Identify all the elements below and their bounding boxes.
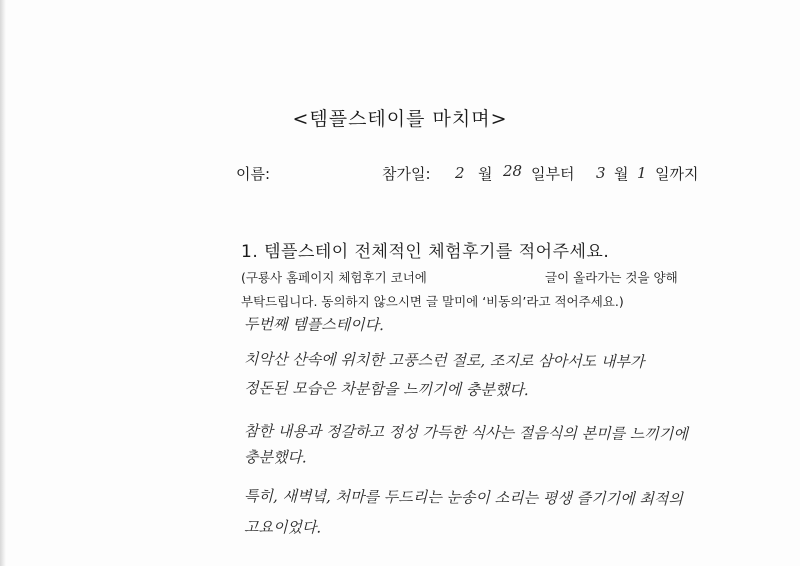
end-day-value: 1 — [637, 164, 647, 182]
question-note-line2: 부탁드립니다. 동의하지 않으시면 글 말미에 ‘비동의’라고 적어주세요.) — [241, 294, 624, 309]
answer-line: 정돈된 모습은 차분함을 느끼기에 충분했다. — [243, 379, 529, 399]
question-note-line1-b: 글이 올라가는 것을 양해 — [545, 270, 678, 285]
end-month-value: 3 — [596, 164, 606, 182]
from-word: 일부터 — [531, 165, 575, 183]
start-month-word: 월 — [478, 165, 493, 183]
scan-edge-shadow — [0, 0, 6, 566]
start-day-value: 28 — [503, 162, 523, 180]
form-title: <템플스테이를 마치며> — [292, 108, 508, 130]
start-month-value: 2 — [455, 164, 465, 182]
until-word: 일까지 — [655, 165, 699, 183]
question-title: 1. 템플스테이 전체적인 체험후기를 적어주세요. — [241, 242, 610, 262]
answer-line: 특히, 새벽녘, 처마를 두드리는 눈송이 소리는 평생 즐기기에 최적의 — [243, 487, 683, 509]
name-label: 이름: — [236, 165, 271, 183]
period-label: 참가일: — [382, 165, 431, 183]
answer-line: 두번째 템플스테이다. — [243, 315, 385, 334]
answer-line: 고요이었다. — [243, 518, 322, 537]
question-note-line1-a: (구룡사 홈페이지 체험후기 코너에 — [241, 270, 427, 285]
answer-line: 치악산 산속에 위치한 고풍스런 절로, 조지로 삼아서도 내부가 — [243, 350, 645, 371]
answer-line: 충분했다. — [243, 448, 307, 467]
answer-line: 참한 내용과 정갈하고 정성 가득한 식사는 절음식의 본미를 느끼기에 — [243, 422, 688, 444]
end-month-word: 월 — [614, 165, 629, 183]
